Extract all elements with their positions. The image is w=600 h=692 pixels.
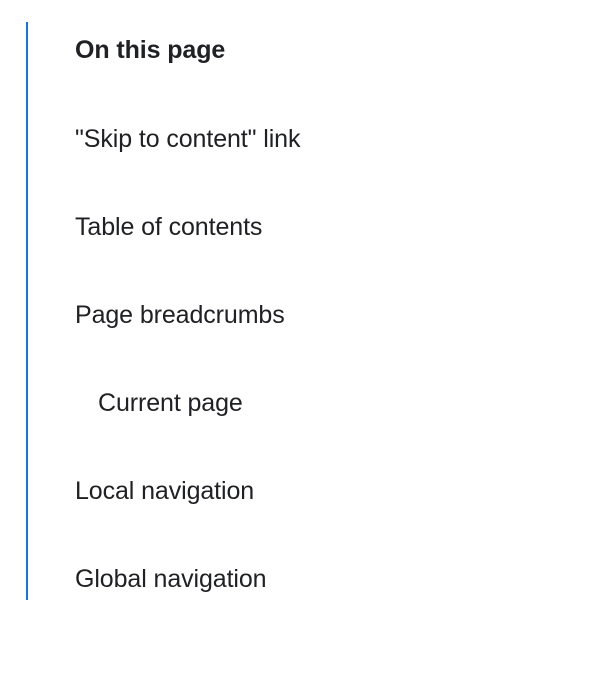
toc-link[interactable]: Global navigation — [75, 565, 267, 593]
toc-link[interactable]: Local navigation — [75, 477, 255, 505]
toc-item-page-breadcrumbs[interactable] — [27, 250, 600, 338]
toc-item-current-page[interactable] — [27, 338, 600, 426]
toc-accent-rule — [26, 22, 28, 600]
toc-link[interactable]: Table of contents — [75, 213, 263, 241]
toc-link[interactable]: "Skip to content" link — [75, 125, 301, 153]
toc-item-global-navigation[interactable] — [27, 514, 600, 602]
toc-item-skip-to-content-link[interactable] — [27, 74, 600, 162]
toc-link[interactable]: Page breadcrumbs — [75, 301, 285, 329]
toc-list — [27, 74, 600, 602]
toc-heading: On this page — [75, 36, 226, 64]
toc-link[interactable]: Current page — [98, 389, 243, 417]
toc-item-local-navigation[interactable] — [27, 426, 600, 514]
toc-item-table-of-contents[interactable] — [27, 162, 600, 250]
